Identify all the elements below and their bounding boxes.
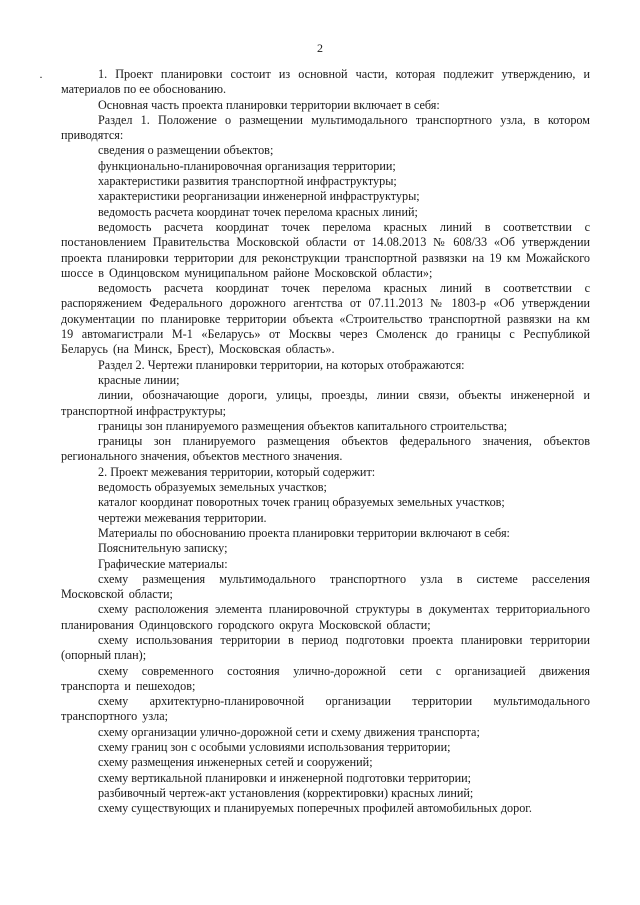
list-item: функционально-планировочная организация территории; bbox=[98, 158, 396, 173]
list-item: схему современного состояния улично-дорожной сети с организацией движения транспорта и пешеходов; bbox=[61, 663, 590, 693]
list-item: схему использования территории в период подготовки проекта планировки территории (опорный план); bbox=[61, 632, 590, 663]
list-item: схему границ зон с особыми условиями использования территории; bbox=[98, 740, 451, 755]
page-number: 2 bbox=[317, 41, 323, 55]
paragraph: 1. Проект планировки состоит из основной части, которая подлежит утверждению, и материалов по ее обоснованию. bbox=[61, 67, 590, 97]
list-item: чертежи межевания территории. bbox=[98, 510, 267, 525]
document-body bbox=[61, 67, 590, 817]
list-item: ведомость расчета координат точек перелома красных линий в соответствии с постановлением Правительства Московской области от 14.08.2013 № 608/33 «Об утверждении проекта планировки территории для реконструкции транспортной развязки на 19 км Можайского шоссе в Одинцовском муниципальном районе Московской области»; bbox=[61, 219, 590, 280]
paragraph: 2. Проект межевания территории, который содержит: bbox=[98, 464, 376, 479]
paragraph: Материалы по обоснованию проекта планировки территории включают в себя: bbox=[98, 525, 510, 540]
list-item: красные линии; bbox=[98, 372, 180, 387]
list-item: границы зон планируемого размещения объектов федерального значения, объектов регионального значения, объектов местного значения. bbox=[61, 434, 590, 464]
list-item: Пояснительную записку; bbox=[98, 541, 228, 556]
list-item: границы зон планируемого размещения объектов капитального строительства; bbox=[98, 418, 508, 433]
list-item: характеристики реорганизации инженерной инфраструктуры; bbox=[98, 189, 420, 204]
list-item: схему архитектурно-планировочной организации территории мультимодального транспортного узла; bbox=[61, 694, 590, 724]
list-item: схему размещения мультимодального транспортного узла в системе расселения Московской области; bbox=[61, 571, 590, 602]
list-item: схему размещения инженерных сетей и сооружений; bbox=[98, 755, 373, 770]
list-item: разбивочный чертеж-акт установления (корректировки) красных линий; bbox=[98, 785, 474, 800]
paragraph: Раздел 2. Чертежи планировки территории, на которых отображаются: bbox=[98, 357, 465, 372]
list-item: схему расположения элемента планировочной структуры в документах территориального планирования Одинцовского городского округа Московской области; bbox=[61, 602, 590, 632]
list-item: схему вертикальной планировки и инженерной подготовки территории; bbox=[98, 770, 472, 785]
list-item: сведения о размещении объектов; bbox=[98, 143, 274, 158]
list-item: ведомость расчета координат точек перелома красных линий; bbox=[98, 204, 418, 219]
list-item: Графические материалы: bbox=[98, 556, 228, 571]
list-item: характеристики развития транспортной инфраструктуры; bbox=[98, 174, 397, 189]
list-item: ведомость образуемых земельных участков; bbox=[98, 480, 327, 495]
paragraph: Раздел 1. Положение о размещении мультимодального транспортного узла, в котором приводятся: bbox=[61, 112, 590, 143]
margin-dot: · bbox=[39, 70, 43, 84]
list-item: ведомость расчета координат точек перелома красных линий в соответствии с распоряжением Федерального дорожного агентства от 07.11.2013 № 1803-р «Об утверждении документации по планировке территории объекта «Строительство транспортной развязки на км 19 автомагистрали М-1 «Беларусь» от Москвы через Смоленск до границы с Республикой Беларусь (на Минск, Брест), Московская область». bbox=[61, 281, 590, 357]
list-item: линии, обозначающие дороги, улицы, проезды, линии связи, объекты инженерной и транспортной инфраструктуры; bbox=[61, 388, 590, 418]
paragraph: Основная часть проекта планировки территории включает в себя: bbox=[98, 97, 440, 112]
list-item: схему организации улично-дорожной сети и схему движения транспорта; bbox=[98, 724, 480, 739]
list-item: каталог координат поворотных точек границ образуемых земельных участков; bbox=[98, 495, 505, 510]
list-item: схему существующих и планируемых поперечных профилей автомобильных дорог. bbox=[98, 801, 532, 816]
